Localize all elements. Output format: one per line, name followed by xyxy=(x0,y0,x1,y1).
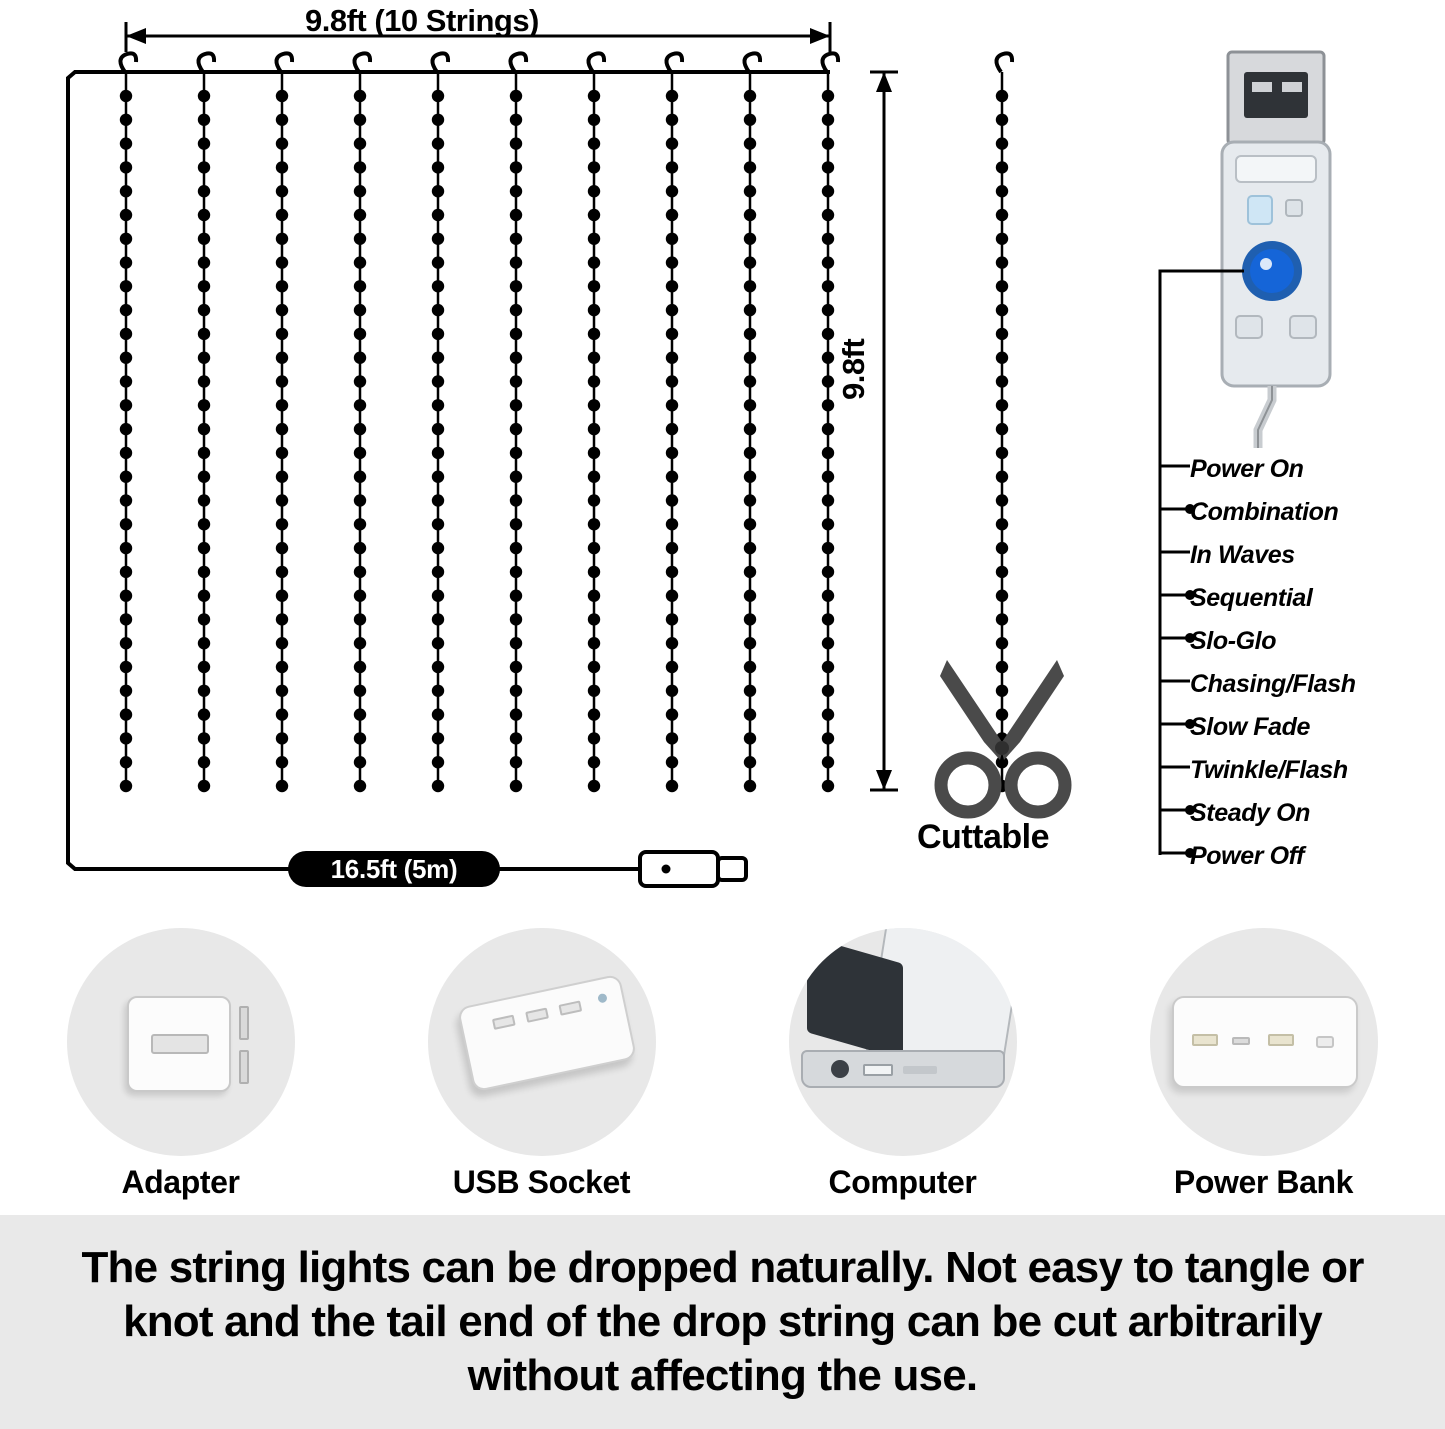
usb-socket-icon xyxy=(428,928,656,1156)
hook-loops xyxy=(120,53,1012,72)
cable-length-badge: 16.5ft (5m) xyxy=(288,851,500,887)
power-bank-caption: Power Bank xyxy=(1173,1164,1354,1200)
width-arrow-left-head xyxy=(126,28,146,44)
power-source-usb-socket xyxy=(361,928,722,1208)
mode-item: Power On xyxy=(1190,455,1304,483)
light-strands xyxy=(120,53,1012,792)
led-beads xyxy=(120,90,1008,792)
usb-connector-icon xyxy=(640,852,746,886)
mode-item: Sequential xyxy=(1190,584,1313,612)
power-source-options xyxy=(0,928,1445,1208)
power-source-adapter xyxy=(0,928,361,1208)
power-source-power-bank xyxy=(1083,928,1444,1208)
height-dimension-arrow xyxy=(870,72,898,790)
mode-item: Twinkle/Flash xyxy=(1190,756,1348,784)
mode-item: Steady On xyxy=(1190,799,1311,827)
caption-text: The string lights can be dropped naturally. Not easy to tangle or knot and the tail end of the drop string can be cut arbitrarily without affecting the use. xyxy=(81,1243,1364,1400)
computer-icon xyxy=(789,928,1017,1156)
adapter-caption: Adapter xyxy=(121,1164,240,1200)
mode-item: In Waves xyxy=(1190,541,1295,569)
mode-item: Chasing/Flash xyxy=(1190,670,1356,698)
computer-caption: Computer xyxy=(828,1164,977,1200)
cuttable-label: Cuttable xyxy=(917,818,1049,856)
width-arrow-right-head xyxy=(810,28,830,44)
lead-wire xyxy=(68,72,830,869)
power-bank-icon xyxy=(1150,928,1378,1156)
usb-socket-caption: USB Socket xyxy=(452,1164,631,1200)
height-arrow-top-head xyxy=(876,72,892,92)
mode-item: Power Off xyxy=(1190,842,1305,870)
height-dimension-label: 9.8ft xyxy=(836,338,871,400)
adapter-icon xyxy=(67,928,295,1156)
mode-item: Slow Fade xyxy=(1190,713,1311,741)
bottom-caption-bar xyxy=(0,1215,1445,1429)
power-source-computer xyxy=(722,928,1083,1208)
width-dimension-label: 9.8ft (10 Strings) xyxy=(305,3,539,38)
usb-controller-illustration xyxy=(1222,52,1330,448)
mode-item: Combination xyxy=(1190,498,1339,526)
mode-item: Slo-Glo xyxy=(1190,627,1277,655)
height-arrow-bottom-head xyxy=(876,770,892,790)
lighting-modes-list xyxy=(1190,448,1440,878)
